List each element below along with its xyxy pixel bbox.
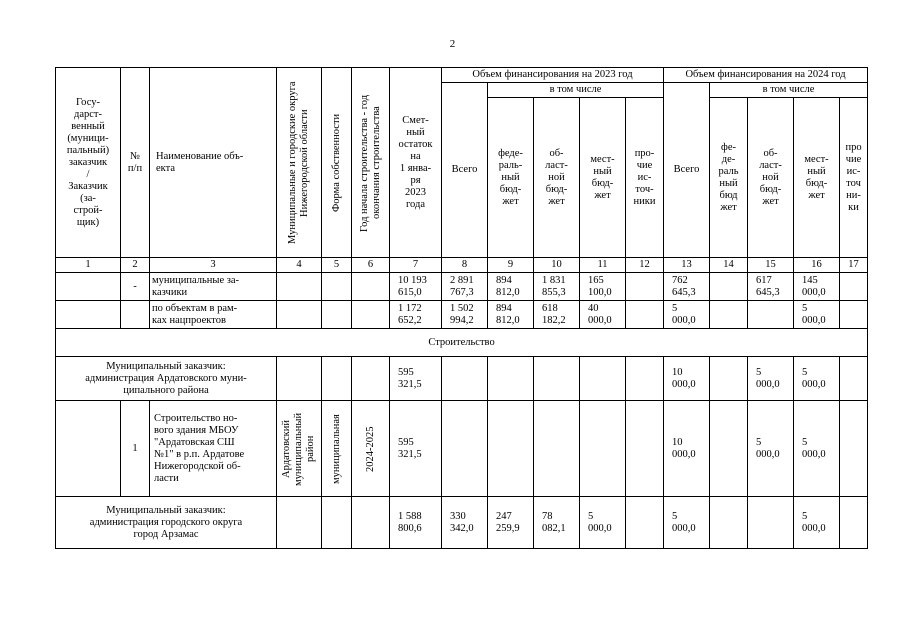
col-number: 6 xyxy=(352,258,390,273)
row-num: - xyxy=(121,273,150,301)
header-estimate: Смет- ный остаток на 1 янва- ря 2023 года xyxy=(390,68,442,258)
cell-empty xyxy=(840,301,868,329)
cell-empty xyxy=(710,357,748,401)
cell-c7: 1 588 800,6 xyxy=(390,497,442,549)
cell-empty xyxy=(322,273,352,301)
cell-c7: 1 172 652,2 xyxy=(390,301,442,329)
cell-c13: 762 645,3 xyxy=(664,273,710,301)
header-other-2023: про- чие ис- точ- ники xyxy=(626,98,664,258)
cell-empty xyxy=(748,497,794,549)
col-number: 4 xyxy=(277,258,322,273)
cell-c16: 5 000,0 xyxy=(794,401,840,497)
cell-empty xyxy=(710,401,748,497)
cell-empty xyxy=(442,357,488,401)
cell-c11: 5 000,0 xyxy=(580,497,626,549)
cell-empty xyxy=(277,301,322,329)
header-ownership: Форма собственности xyxy=(322,68,352,258)
col-number: 10 xyxy=(534,258,580,273)
cell-c9: 894 812,0 xyxy=(488,301,534,329)
cell-empty xyxy=(840,273,868,301)
section-title: Строительство xyxy=(56,329,868,357)
header-incl-2024: в том числе xyxy=(710,83,868,98)
header-years: Год начала строительства - год окончания строительства xyxy=(352,68,390,258)
cell-empty xyxy=(121,301,150,329)
cell-empty xyxy=(626,273,664,301)
cell-c10: 618 182,2 xyxy=(534,301,580,329)
cell-empty xyxy=(710,301,748,329)
col-number: 3 xyxy=(150,258,277,273)
column-number-row xyxy=(56,258,868,273)
header-federal-2024: фе- де- раль ный бюд жет xyxy=(710,98,748,258)
cell-c13: 5 000,0 xyxy=(664,301,710,329)
cell-empty xyxy=(626,301,664,329)
cell-empty xyxy=(352,301,390,329)
header-other-2024: про чие ис- точ ни- ки xyxy=(840,98,868,258)
row-municipality: Ардатовский муниципальный район xyxy=(277,401,322,497)
cell-empty xyxy=(488,357,534,401)
col-number: 14 xyxy=(710,258,748,273)
table-row xyxy=(56,357,868,401)
cell-empty xyxy=(322,301,352,329)
col-number: 5 xyxy=(322,258,352,273)
header-number: № п/п xyxy=(121,68,150,258)
header-fin-2024: Объем финансирования на 2024 год xyxy=(664,68,868,83)
header-local-2024: мест- ный бюд- жет xyxy=(794,98,840,258)
cell-empty xyxy=(488,401,534,497)
cell-empty xyxy=(56,273,121,301)
cell-c9: 247 259,9 xyxy=(488,497,534,549)
row-name: Строительство но- вого здания МБОУ "Ардатовская СШ №1" в р.п. Ардатове Нижегородской об- ласти xyxy=(150,401,277,497)
cell-empty xyxy=(626,497,664,549)
cell-empty xyxy=(580,357,626,401)
table-row xyxy=(56,273,868,301)
col-number: 12 xyxy=(626,258,664,273)
cell-c15: 5 000,0 xyxy=(748,401,794,497)
col-number: 17 xyxy=(840,258,868,273)
customer-name: Муниципальный заказчик: администрация Ардатовского муни- ципального района xyxy=(56,357,277,401)
header-regional-2023: об- ласт- ной бюд- жет xyxy=(534,98,580,258)
col-number: 8 xyxy=(442,258,488,273)
col-number: 9 xyxy=(488,258,534,273)
cell-empty xyxy=(277,273,322,301)
cell-empty xyxy=(534,357,580,401)
cell-c16: 5 000,0 xyxy=(794,497,840,549)
header-fin-2023: Объем финансирования на 2023 год xyxy=(442,68,664,83)
table-row xyxy=(56,401,868,497)
cell-empty xyxy=(56,401,121,497)
cell-empty xyxy=(840,357,868,401)
cell-empty xyxy=(277,497,322,549)
cell-c16: 5 000,0 xyxy=(794,301,840,329)
cell-empty xyxy=(840,401,868,497)
cell-empty xyxy=(277,357,322,401)
cell-c7: 595 321,5 xyxy=(390,401,442,497)
cell-c15: 5 000,0 xyxy=(748,357,794,401)
cell-c7: 10 193 615,0 xyxy=(390,273,442,301)
col-number: 1 xyxy=(56,258,121,273)
cell-empty xyxy=(352,497,390,549)
row-name: по объектам в рам- ках нацпроектов xyxy=(150,301,277,329)
cell-c8: 2 891 767,3 xyxy=(442,273,488,301)
header-regional-2024: об- ласт- ной бюд- жет xyxy=(748,98,794,258)
page-number: 2 xyxy=(449,38,456,50)
cell-c16: 5 000,0 xyxy=(794,357,840,401)
table-row xyxy=(56,301,868,329)
cell-empty xyxy=(534,401,580,497)
cell-c8: 330 342,0 xyxy=(442,497,488,549)
cell-empty xyxy=(352,357,390,401)
header-total-2024: Всего xyxy=(664,83,710,258)
cell-c10: 78 082,1 xyxy=(534,497,580,549)
table-row xyxy=(56,497,868,549)
row-name: муниципальные за- казчики xyxy=(150,273,277,301)
header-federal-2023: феде- раль- ный бюд- жет xyxy=(488,98,534,258)
customer-name: Муниципальный заказчик: администрация городского округа город Арзамас xyxy=(56,497,277,549)
cell-empty xyxy=(710,497,748,549)
cell-c11: 165 100,0 xyxy=(580,273,626,301)
header-incl-2023: в том числе xyxy=(488,83,664,98)
cell-empty xyxy=(56,301,121,329)
financing-table xyxy=(55,67,868,549)
cell-empty xyxy=(626,401,664,497)
cell-empty xyxy=(840,497,868,549)
header-total-2023: Всего xyxy=(442,83,488,258)
header-customer: Госу- дарст- венный (муници- пальный) заказчик / Заказчик (за- строй- щик) xyxy=(56,68,121,258)
row-ownership: муниципальная xyxy=(322,401,352,497)
cell-empty xyxy=(580,401,626,497)
col-number: 11 xyxy=(580,258,626,273)
cell-c13: 10 000,0 xyxy=(664,357,710,401)
col-number: 16 xyxy=(794,258,840,273)
cell-c16: 145 000,0 xyxy=(794,273,840,301)
cell-empty xyxy=(710,273,748,301)
cell-empty xyxy=(442,401,488,497)
cell-empty xyxy=(322,497,352,549)
cell-c13: 10 000,0 xyxy=(664,401,710,497)
cell-empty xyxy=(748,301,794,329)
cell-empty xyxy=(626,357,664,401)
col-number: 7 xyxy=(390,258,442,273)
cell-c11: 40 000,0 xyxy=(580,301,626,329)
header-municipality: Муниципальные и городские округа Нижегородской области xyxy=(277,68,322,258)
col-number: 13 xyxy=(664,258,710,273)
cell-c13: 5 000,0 xyxy=(664,497,710,549)
section-row xyxy=(56,329,868,357)
cell-c10: 1 831 855,3 xyxy=(534,273,580,301)
header-local-2023: мест- ный бюд- жет xyxy=(580,98,626,258)
col-number: 2 xyxy=(121,258,150,273)
cell-c15: 617 645,3 xyxy=(748,273,794,301)
header-object-name: Наименование объ- екта xyxy=(150,68,277,258)
cell-empty xyxy=(352,273,390,301)
cell-c9: 894 812,0 xyxy=(488,273,534,301)
col-number: 15 xyxy=(748,258,794,273)
cell-empty xyxy=(322,357,352,401)
cell-c7: 595 321,5 xyxy=(390,357,442,401)
row-num: 1 xyxy=(121,401,150,497)
cell-c8: 1 502 994,2 xyxy=(442,301,488,329)
row-years: 2024-2025 xyxy=(352,401,390,497)
